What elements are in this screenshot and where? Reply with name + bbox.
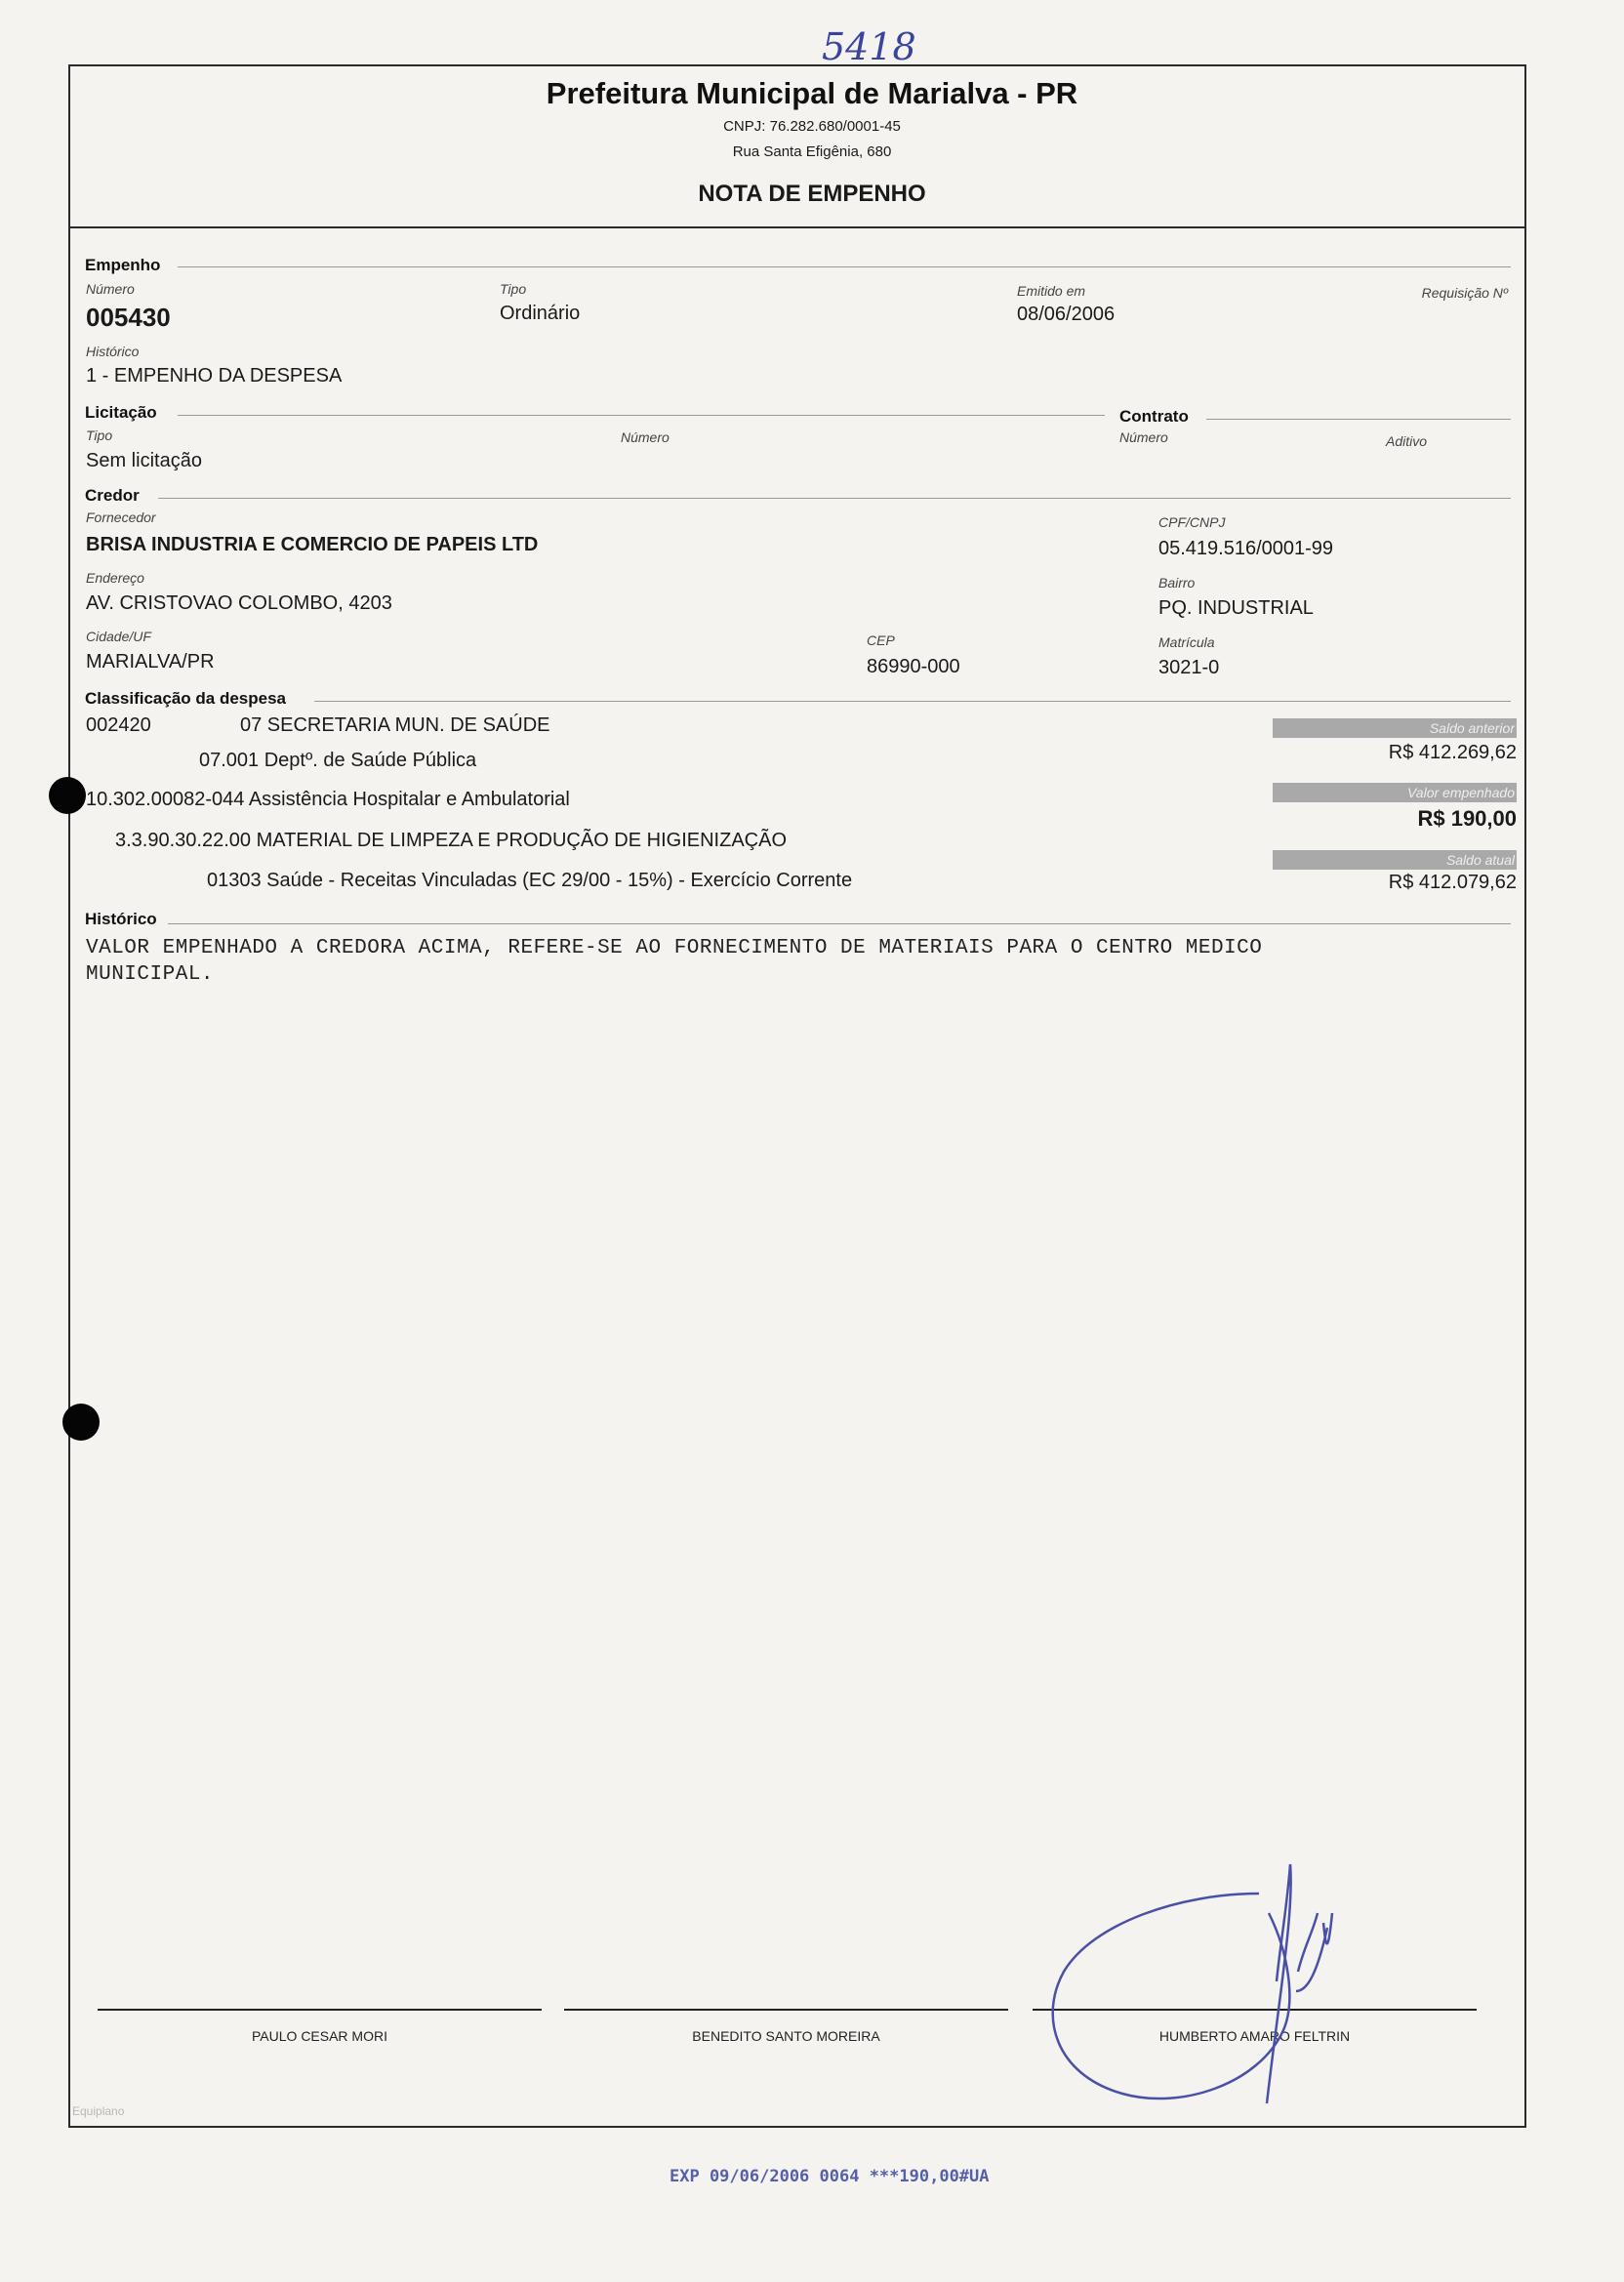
classificacao-line2: 07.001 Deptº. de Saúde Pública	[199, 750, 477, 771]
licitacao-tipo: Sem licitação	[86, 450, 202, 471]
classificacao-line5: 01303 Saúde - Receitas Vinculadas (EC 29/00 - 15%) - Exercício Corrente	[207, 870, 853, 891]
credor-bairro-label: Bairro	[1158, 575, 1196, 591]
document-title: NOTA DE EMPENHO	[698, 181, 926, 207]
header-cnpj: CNPJ: 76.282.680/0001-45	[723, 118, 901, 135]
contrato-numero-label: Número	[1119, 429, 1168, 445]
page-title: Prefeitura Municipal de Marialva - PR	[546, 76, 1078, 110]
credor-fornecedor-label: Fornecedor	[86, 509, 156, 525]
saldo-anterior: R$ 412.269,62	[1388, 742, 1517, 763]
licitacao-tipo-label: Tipo	[86, 428, 113, 443]
licitacao-section-label: Licitação	[85, 403, 157, 422]
historico-section-label: Histórico	[85, 910, 157, 928]
credor-cidade: MARIALVA/PR	[86, 651, 215, 672]
footer-stamp: EXP 09/06/2006 0064 ***190,00#UA	[670, 2167, 990, 2186]
punch-hole-top	[49, 777, 86, 814]
historico-line1: VALOR EMPENHADO A CREDORA ACIMA, REFERE-SE AO FORNECIMENTO DE MATERIAIS PARA O CENTRO MEDICO	[86, 937, 1263, 959]
credor-endereco-label: Endereço	[86, 570, 144, 586]
credor-fornecedor: BRISA INDUSTRIA E COMERCIO DE PAPEIS LTD	[86, 534, 539, 555]
empenho-tipo-label: Tipo	[500, 281, 527, 297]
credor-cep-label: CEP	[867, 632, 895, 648]
empenho-numero: 005430	[86, 303, 171, 332]
credor-cpf: 05.419.516/0001-99	[1158, 538, 1334, 559]
credor-cpf-label: CPF/CNPJ	[1158, 514, 1226, 530]
header-divider	[68, 226, 1526, 228]
signature-name-1: PAULO CESAR MORI	[252, 2028, 387, 2044]
saldo-atual-label: Saldo atual	[1273, 850, 1517, 870]
contrato-aditivo-label: Aditivo	[1386, 433, 1428, 449]
saldo-atual: R$ 412.079,62	[1388, 872, 1517, 893]
credor-bairro: PQ. INDUSTRIAL	[1158, 597, 1314, 619]
signature-name-3: HUMBERTO AMARO FELTRIN	[1158, 2028, 1351, 2044]
classificacao-line4: 3.3.90.30.22.00 MATERIAL DE LIMPEZA E PRODUÇÃO DE HIGIENIZAÇÃO	[115, 830, 787, 851]
valor-empenhado-label: Valor empenhado	[1273, 783, 1517, 802]
page-number: 5418	[822, 25, 916, 68]
empenho-tipo: Ordinário	[500, 303, 581, 324]
empenho-requisicao-label: Requisição Nº	[1421, 285, 1508, 301]
credor-section-label: Credor	[85, 486, 140, 505]
credor-matricula: 3021-0	[1158, 657, 1220, 678]
empenho-numero-label: Número	[86, 281, 135, 297]
empenho-emitido-label: Emitido em	[1017, 283, 1086, 299]
empenho-section-label: Empenho	[85, 256, 161, 274]
classificacao-line3: 10.302.00082-044 Assistência Hospitalar e Ambulatorial	[86, 789, 570, 810]
signature-line-1	[98, 2009, 542, 2011]
classificacao-line1: 07 SECRETARIA MUN. DE SAÚDE	[240, 714, 550, 736]
empenho-historico: 1 - EMPENHO DA DESPESA	[86, 365, 343, 387]
contrato-rule	[1206, 419, 1511, 420]
header-address: Rua Santa Efigênia, 680	[732, 143, 892, 160]
classificacao-section-label: Classificação da despesa	[85, 689, 287, 708]
credor-matricula-label: Matrícula	[1158, 634, 1215, 650]
credor-rule	[158, 498, 1511, 499]
empenho-rule	[178, 266, 1511, 267]
credor-endereco: AV. CRISTOVAO COLOMBO, 4203	[86, 592, 392, 614]
empenho-historico-label: Histórico	[86, 344, 140, 359]
empenho-emitido: 08/06/2006	[1017, 304, 1116, 325]
historico-line2: MUNICIPAL.	[86, 963, 215, 986]
credor-cep: 86990-000	[867, 656, 960, 677]
licitacao-numero-label: Número	[621, 429, 670, 445]
credor-cidade-label: Cidade/UF	[86, 629, 151, 644]
handwritten-signature	[1035, 1854, 1366, 2128]
saldo-anterior-label: Saldo anterior	[1273, 718, 1517, 738]
contrato-section-label: Contrato	[1119, 407, 1189, 426]
valor-empenhado: R$ 190,00	[1417, 806, 1517, 831]
licitacao-rule	[178, 415, 1105, 416]
punch-hole-bottom	[62, 1404, 100, 1441]
signature-name-2: BENEDITO SANTO MOREIRA	[692, 2028, 880, 2044]
classificacao-rule	[314, 701, 1511, 702]
historico-rule	[168, 923, 1511, 924]
footer-brand: Equiplano	[72, 2104, 125, 2118]
classificacao-code: 002420	[86, 714, 151, 736]
signature-line-2	[564, 2009, 1008, 2011]
